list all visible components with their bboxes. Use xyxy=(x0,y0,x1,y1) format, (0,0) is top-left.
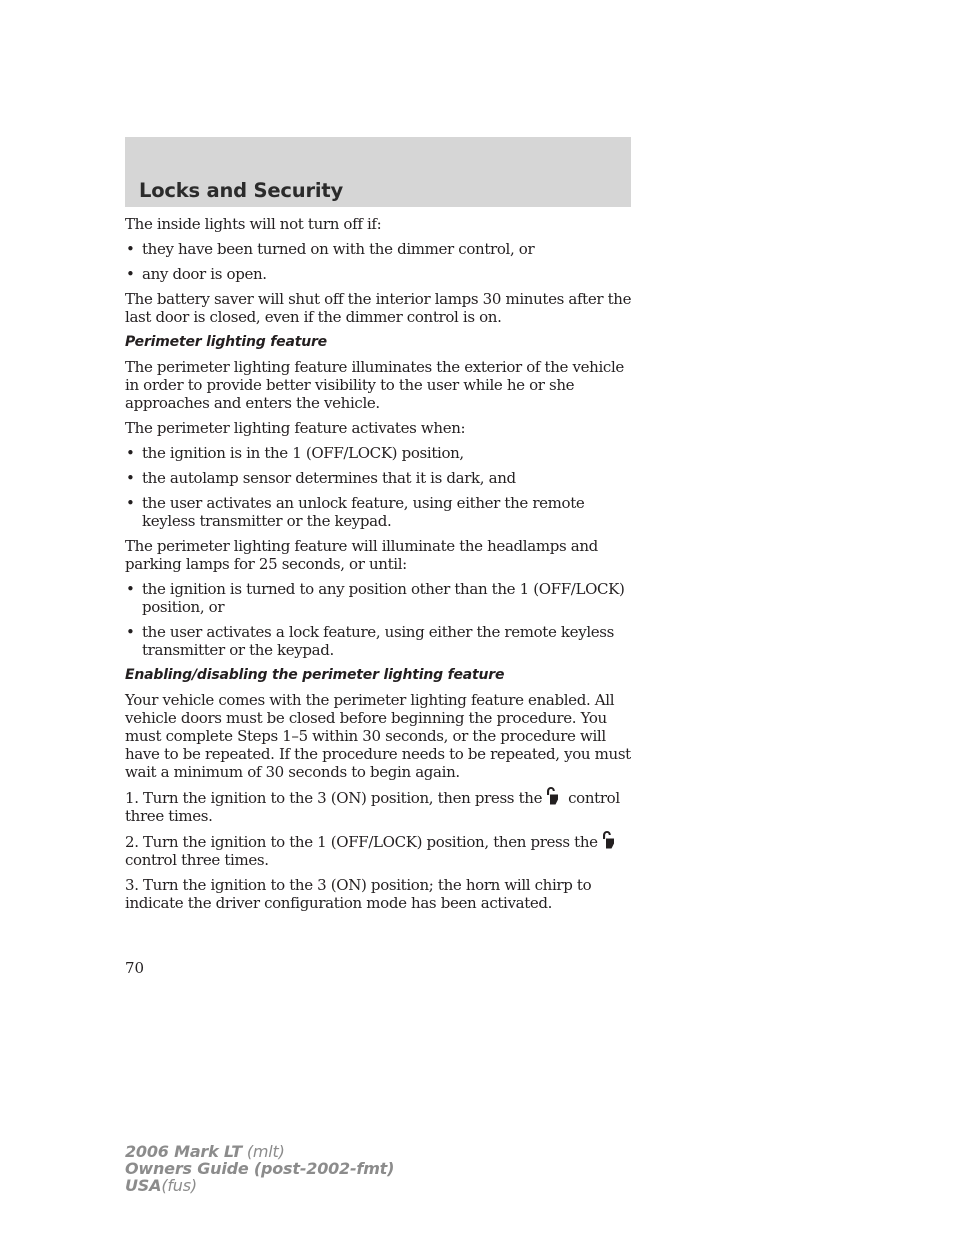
until-bullet-list xyxy=(125,580,635,659)
step-2-text-b: control three times. xyxy=(125,851,269,869)
enable-heading: Enabling/disabling the perimeter lighting feature xyxy=(125,667,505,683)
section-header-band xyxy=(125,137,631,207)
step-1-text-a: 1. Turn the ignition to the 3 (ON) position, then press the xyxy=(125,789,543,807)
intro-text: The inside lights will not turn off if: xyxy=(125,215,382,233)
footer-model-code: (mlt) xyxy=(246,1142,285,1161)
perimeter-description: The perimeter lighting feature illuminates the exterior of the vehicle in order to provide better visibility to the user while he or she approaches and enters the vehicle. xyxy=(125,358,624,412)
step-2 xyxy=(125,832,635,869)
page-content xyxy=(125,215,635,919)
perimeter-duration-text: The perimeter lighting feature will illuminate the headlamps and parking lamps for 25 seconds, or until: xyxy=(125,537,598,573)
step-2-text-a: 2. Turn the ignition to the 1 (OFF/LOCK) position, then press the xyxy=(125,833,598,851)
footer-market-code: (fus) xyxy=(161,1176,197,1195)
list-item: • the ignition is in the 1 (OFF/LOCK) position, xyxy=(125,444,635,462)
document-footer xyxy=(125,1143,394,1194)
footer-line-1 xyxy=(125,1143,394,1160)
section-title: Locks and Security xyxy=(139,179,343,202)
intro-bullet-list xyxy=(125,240,635,283)
list-item: • the user activates a lock feature, using either the remote keyless transmitter or the keypad. xyxy=(125,623,635,659)
step-3: 3. Turn the ignition to the 3 (ON) position; the horn will chirp to indicate the driver configuration mode has been activated. xyxy=(125,876,592,912)
list-item: • they have been turned on with the dimmer control, or xyxy=(125,240,635,258)
list-item: • the autolamp sensor determines that it is dark, and xyxy=(125,469,635,487)
list-item: • the user activates an unlock feature, using either the remote keyless transmitter or the keypad. xyxy=(125,494,635,530)
list-item: • any door is open. xyxy=(125,265,635,283)
enable-procedure-text: Your vehicle comes with the perimeter lighting feature enabled. All vehicle doors must be closed before beginning the procedure. You must complete Steps 1–5 within 30 seconds, or the procedure will have to be repeated. If the procedure needs to be repeated, you must wait a minimum of 30 seconds to begin again. xyxy=(125,691,631,781)
footer-market: USA xyxy=(125,1176,162,1195)
page-number: 70 xyxy=(125,959,145,977)
footer-model: 2006 Mark LT xyxy=(125,1142,242,1161)
footer-line-2: Owners Guide (post-2002-fmt) xyxy=(125,1159,395,1178)
unlock-icon xyxy=(598,832,624,850)
footer-line-3 xyxy=(125,1177,394,1194)
step-1-text-b: control three times. xyxy=(125,789,620,825)
battery-saver-text: The battery saver will shut off the interior lamps 30 minutes after the last door is closed, even if the dimmer control is on. xyxy=(125,290,632,326)
perimeter-heading: Perimeter lighting feature xyxy=(125,334,327,350)
perimeter-activates-text: The perimeter lighting feature activates when: xyxy=(125,419,466,437)
activate-bullet-list xyxy=(125,444,635,530)
step-1 xyxy=(125,788,635,825)
list-item: • the ignition is turned to any position other than the 1 (OFF/LOCK) position, or xyxy=(125,580,635,616)
unlock-icon xyxy=(542,788,568,806)
